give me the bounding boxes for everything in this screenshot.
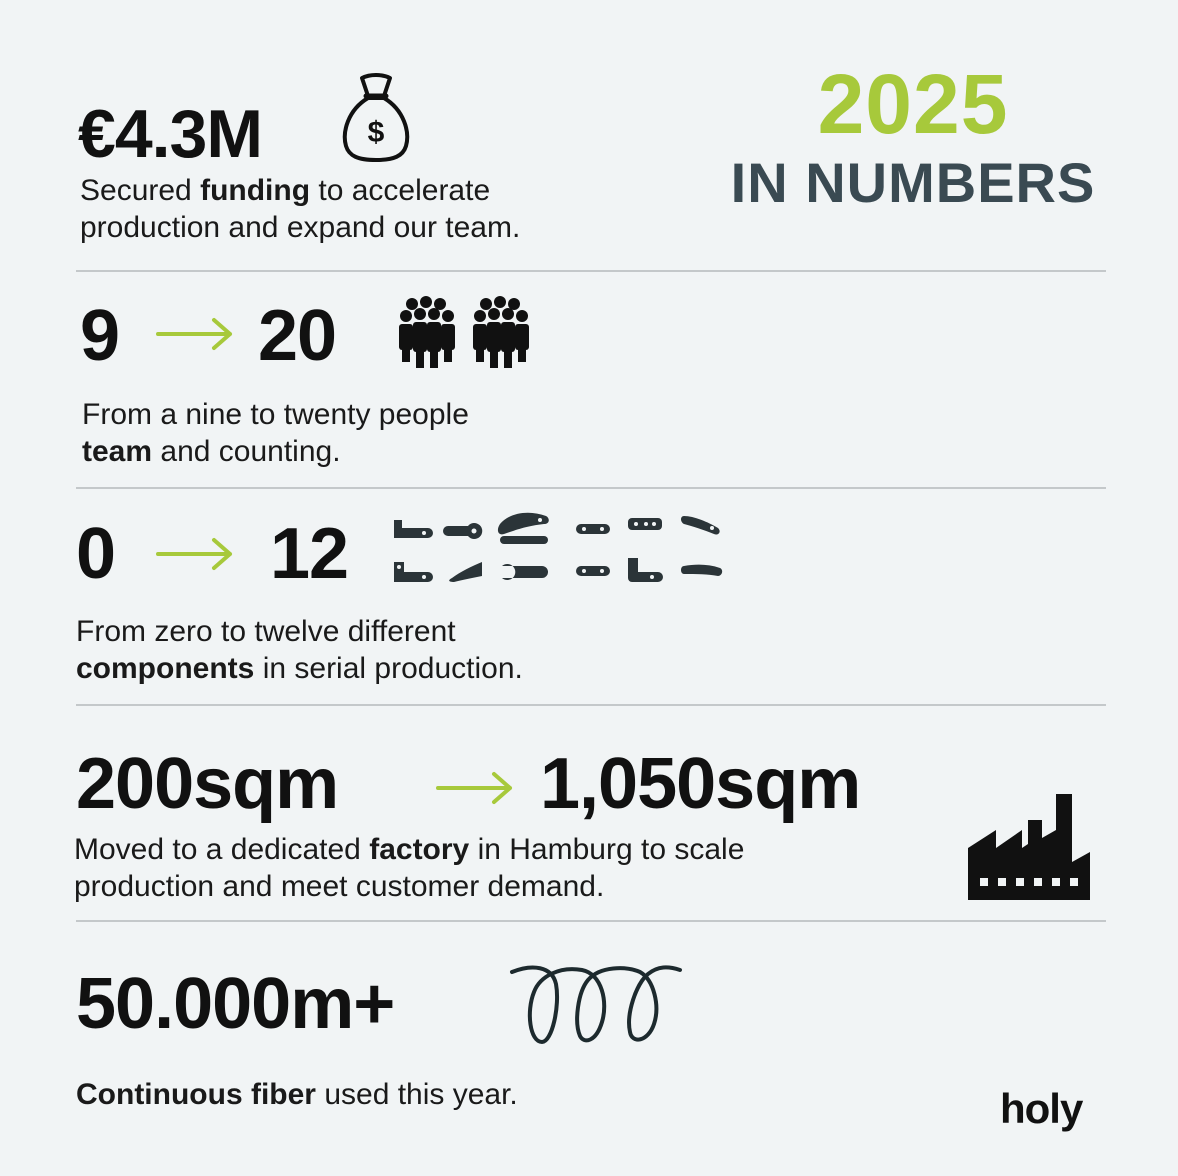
factory-to-value: 1,050sqm: [540, 744, 861, 824]
divider: [76, 920, 1106, 922]
components-description: From zero to twelve different components in serial production.: [76, 615, 523, 685]
funding-description: Secured funding to accelerate production and expand our team.: [80, 174, 521, 244]
components-from-value: 0: [76, 514, 116, 594]
divider: [76, 487, 1106, 489]
title-year: 2025: [817, 57, 1009, 151]
svg-text:$: $: [367, 116, 385, 149]
arrow-right-icon: [156, 536, 236, 572]
brand-logo: holy: [1000, 1085, 1083, 1132]
money-bag-icon: [340, 72, 412, 164]
coil-icon: [508, 962, 684, 1046]
fiber-value: 50.000m+: [76, 964, 395, 1044]
team-description: From a nine to twenty people team and counting.: [82, 398, 469, 468]
divider: [76, 704, 1106, 706]
components-to-value: 12: [270, 514, 349, 594]
arrow-right-icon: [436, 770, 516, 806]
people-group-icon: [396, 294, 544, 370]
divider: [76, 270, 1106, 272]
funding-value: €4.3M: [78, 96, 262, 172]
factory-description: Moved to a dedicated factory in Hamburg to scale production and meet customer demand.: [74, 833, 745, 903]
factory-from-value: 200sqm: [76, 744, 339, 824]
bike-components-icon: [390, 510, 730, 590]
title-subtitle: IN NUMBERS: [730, 151, 1096, 214]
arrow-right-icon: [156, 316, 236, 352]
team-from-value: 9: [80, 296, 120, 376]
fiber-description: Continuous fiber used this year.: [76, 1078, 518, 1111]
team-to-value: 20: [258, 296, 337, 376]
factory-icon: [966, 792, 1092, 902]
